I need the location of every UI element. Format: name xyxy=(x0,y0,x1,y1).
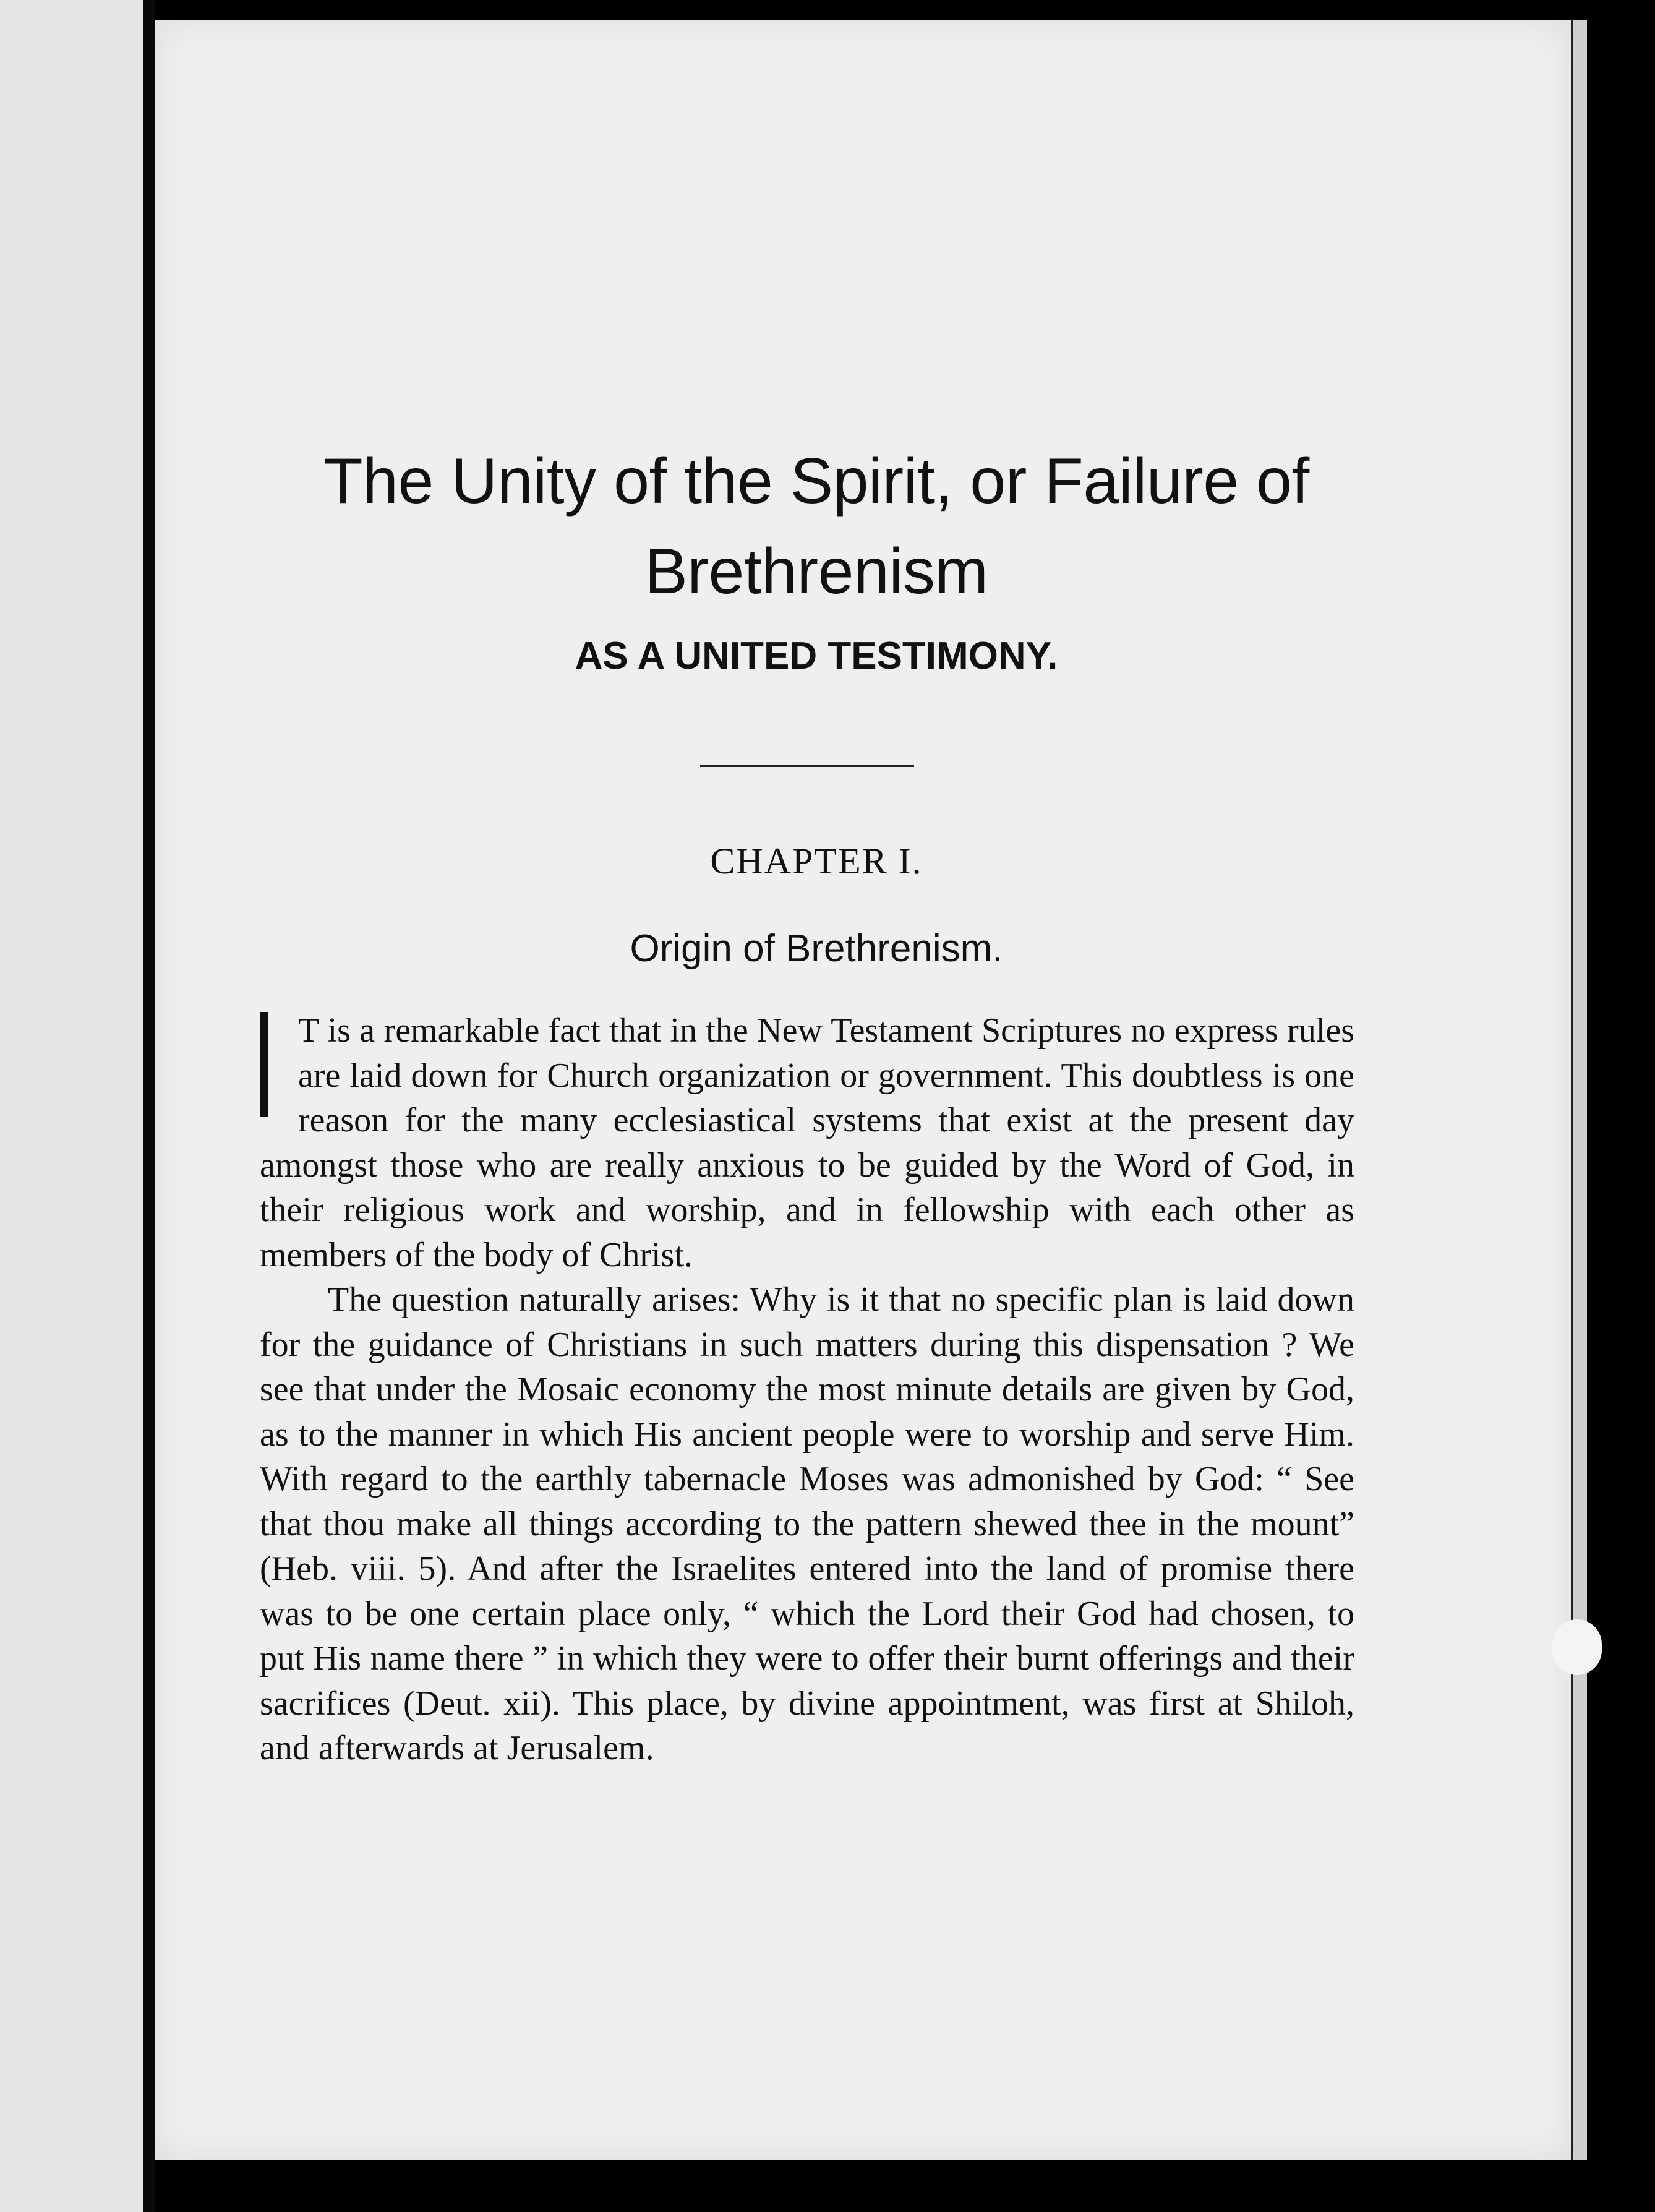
paper-blemish xyxy=(1552,1619,1602,1675)
body-text xyxy=(260,1008,1354,1771)
drop-cap xyxy=(260,1012,289,1117)
gutter-shadow xyxy=(143,0,155,2212)
document-title: The Unity of the Spirit, or Failure of Brethrenism xyxy=(323,445,1309,607)
chapter-heading: CHAPTER I. xyxy=(710,841,923,881)
facing-page-edge xyxy=(0,0,143,2212)
paragraph-2: The question naturally arises: Why is it that no specific plan is laid down for the guidance of Christians in such matters during this dispensation ? We see that under the Mosaic economy the most minute details are given by God, as to the manner in which His ancient people were to worship and serve Him. With regard to the earthly tabernacle Moses was admonished by God: “ See that thou make all things according to the pattern shewed thee in the mount” (Heb. viii. 5). And after the Israelites entered into the land of promise there was to be one certain place only, “ which the Lord their God had chosen, to put His name there ” in which they were to offer their burnt offerings and their sacrifices (Deut. xii). This place, by divine appointment, was first at Shiloh, and afterwards at Jerusalem. xyxy=(260,1280,1354,1767)
page-right-edge xyxy=(1571,20,1587,2160)
paragraph-1 xyxy=(260,1008,1354,1277)
paragraph-1-text: T is a remarkable fact that in the New Testament Scriptures no express rules are laid down for Church organization or government. This doubtless is one reason for the many ecclesiastical systems that exist at the present day amongst those who are really anxious to be guided by the Word of God, in their religious work and worship, and in fellowship with each other as members of the body of Christ. xyxy=(260,1011,1354,1274)
document-subtitle: AS A UNITED TESTIMONY. xyxy=(575,635,1058,677)
section-title: Origin of Brethrenism. xyxy=(630,927,1003,970)
title-divider xyxy=(700,765,914,767)
